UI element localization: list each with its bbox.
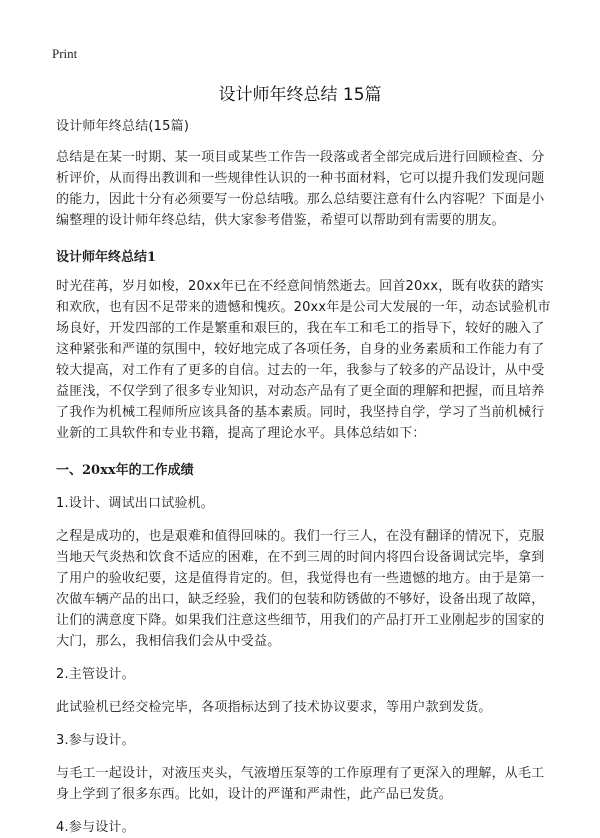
item-2-paragraph: 此试验机已经交检完毕，各项指标达到了技术协议要求，等用户款到发货。 <box>56 700 492 715</box>
intro-paragraph: 总结是在某一时期、某一项目或某些工作告一段落或者全部完成后进行回顾检查、分析评价，从而得出教训和一些规律性认识的一种书面材料，它可以提升我们发现问题的能力，因此十分有必须要写一份总结哦。那么总结要注意有什么内容呢？下面是小编整理的设计师年终总结，供大家参考借鉴，希望可以帮助到有需要的朋友。 <box>56 150 545 228</box>
document-body <box>56 116 552 838</box>
item-1-paragraph: 之程是成功的，也是艰难和值得回味的。我们一行三人，在没有翻译的情况下，克服当地天气炎热和饮食不适应的困难，在不到三周的时间内将四台设备调试完毕，拿到了用户的验收纪要，这是值得肯定的。但，我觉得也有一些遗憾的地方。由于是第一次做车辆产品的出口，缺乏经验，我们的包装和防锈做的不够好，设备出现了故障，让们的满意度下降。如果我们注意这些细节，用我们的产品打开工业刚起步的国家的大门，那么，我相信我们会从中受益。 <box>56 529 545 649</box>
item-3-paragraph: 与毛工一起设计，对液压夹头，气液增压泵等的工作原理有了更深入的理解，从毛工身上学到了很多东西。比如，设计的严谨和严肃性，此产品已发货。 <box>56 766 545 802</box>
item-1-heading: 1.设计、调试出口试验机。 <box>56 496 215 511</box>
document-title: 设计师年终总结 15篇 <box>218 85 382 105</box>
achievements-heading: 一、20xx年的工作成绩 <box>56 463 194 478</box>
section-heading-1: 设计师年终总结1 <box>56 250 157 265</box>
section-1-paragraph: 时光荏苒，岁月如梭，20xx年已在不经意间悄然逝去。回首20xx，既有收获的踏实和欢欣，也有因不足带来的遗憾和愧疚。20xx年是公司大发展的一年，动态试验机市场良好，开发四部的工作是繁重和艰巨的，我在车工和毛工的指导下，较好的融入了这种紧张和严谨的氛围中，较好地完成了各项任务，自身的业务素质和工作能力有了较大提高，对工作有了更多的自信。过去的一年，我参与了较多的产品设计，从中受益匪浅，不仅学到了很多专业知识，对动态产品有了更全面的理解和把握，而且培养了我作为机械工程师所应该具备的基本素质。同时，我坚持自学，学习了当前机械行业新的工具软件和专业书籍，提高了理论水平。具体总结如下： <box>56 279 551 441</box>
item-3-heading: 3.参与设计。 <box>56 733 135 748</box>
item-2-heading: 2.主管设计。 <box>56 667 135 682</box>
document-subtitle: 设计师年终总结(15篇) <box>56 119 190 134</box>
item-4-heading: 4.参与设计。 <box>56 820 135 835</box>
print-link[interactable]: Print <box>52 46 78 61</box>
